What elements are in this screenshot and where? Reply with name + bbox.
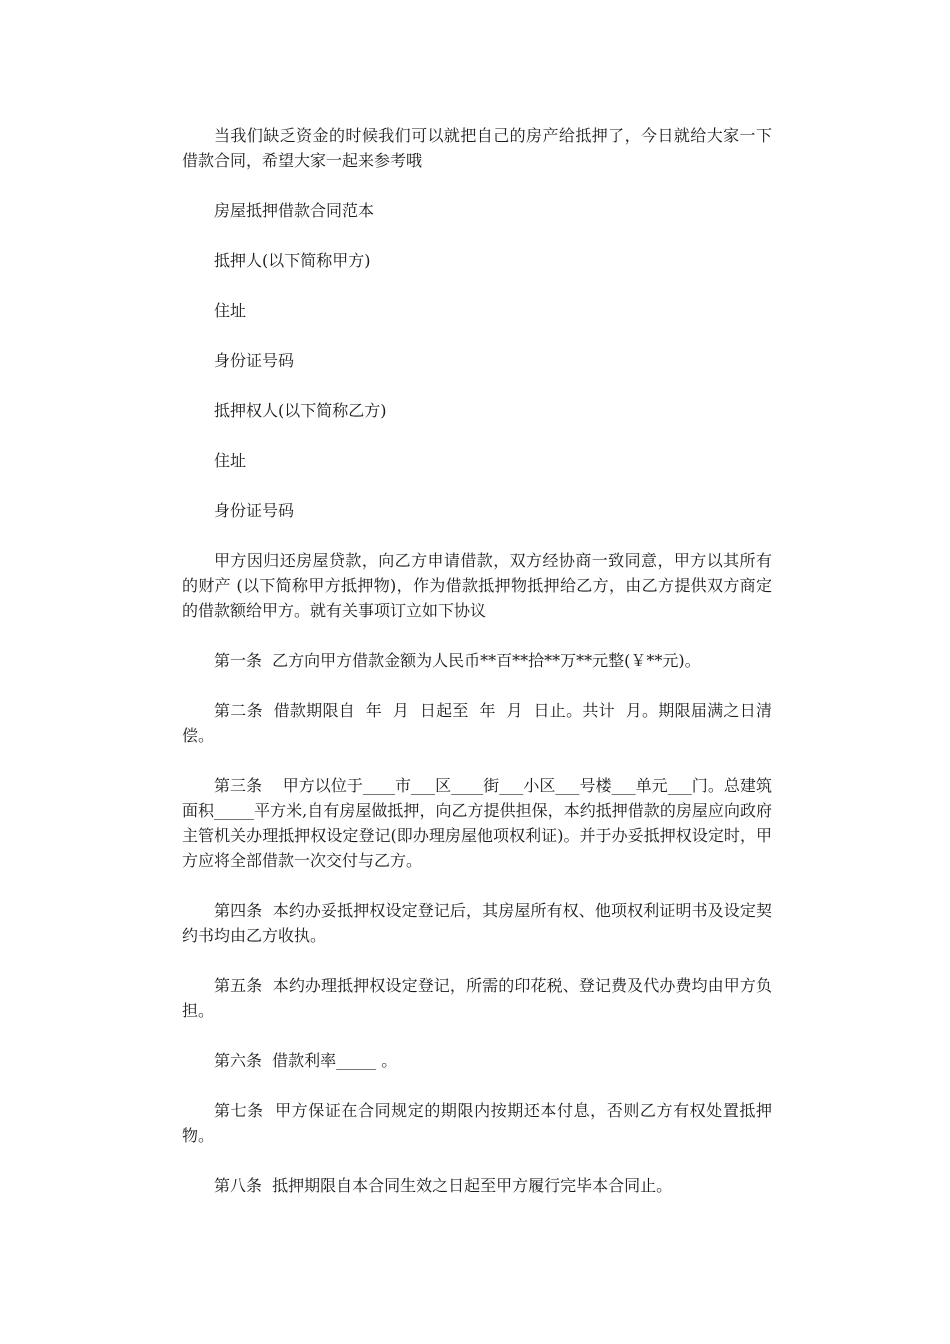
mortgagor-address-label: 住址 xyxy=(214,301,247,320)
contract-title: 房屋抵押借款合同范本 xyxy=(214,201,375,220)
article-2: 第二条 借款期限自 年 月 日起至 年 月 日止。共计 月。期限届满之日清偿。 xyxy=(182,701,772,745)
article-4: 第四条 本约办妥抵押权设定登记后，其房屋所有权、他项权利证明书及设定契约书均由乙方收执。 xyxy=(182,901,772,945)
article-6: 第六条 借款利率_____ 。 xyxy=(214,1051,398,1070)
mortgagee-address-label: 住址 xyxy=(214,451,247,470)
mortgagor-label: 抵押人(以下简称甲方) xyxy=(214,251,371,270)
preamble-paragraph: 甲方因归还房屋贷款，向乙方申请借款，双方经协商一致同意，甲方以其所有的财产 (以下简称甲方抵押物)，作为借款抵押物抵押给乙方，由乙方提供双方商定的借款额给甲方。就有关事项订立如下协议 xyxy=(182,551,772,620)
article-8: 第八条 抵押期限自本合同生效之日起至甲方履行完毕本合同止。 xyxy=(214,1176,673,1195)
intro-paragraph: 当我们缺乏资金的时候我们可以就把自己的房产给抵押了，今日就给大家一下借款合同，希望大家一起来参考哦 xyxy=(182,126,772,170)
mortgagor-id-label: 身份证号码 xyxy=(214,351,295,370)
article-1: 第一条 乙方向甲方借款金额为人民币**百**拾**万**元整(￥**元)。 xyxy=(214,651,701,670)
mortgagee-label: 抵押权人(以下简称乙方) xyxy=(214,401,387,420)
article-3: 第三条 甲方以位于____市___区____街___小区___号楼___单元___门。总建筑面积_____平方米,自有房屋做抵押，向乙方提供担保，本约抵押借款的房屋应向政府主管机关办理抵押权设定登记(即办理房屋他项权利证)。并于办妥抵押权设定时，甲方应将全部借款一次交付与乙方。 xyxy=(182,776,772,870)
document-body xyxy=(182,123,772,1223)
article-5: 第五条 本约办理抵押权设定登记，所需的印花税、登记费及代办费均由甲方负担。 xyxy=(182,976,772,1020)
article-7: 第七条 甲方保证在合同规定的期限内按期还本付息，否则乙方有权处置抵押物。 xyxy=(182,1101,772,1145)
mortgagee-id-label: 身份证号码 xyxy=(214,501,295,520)
